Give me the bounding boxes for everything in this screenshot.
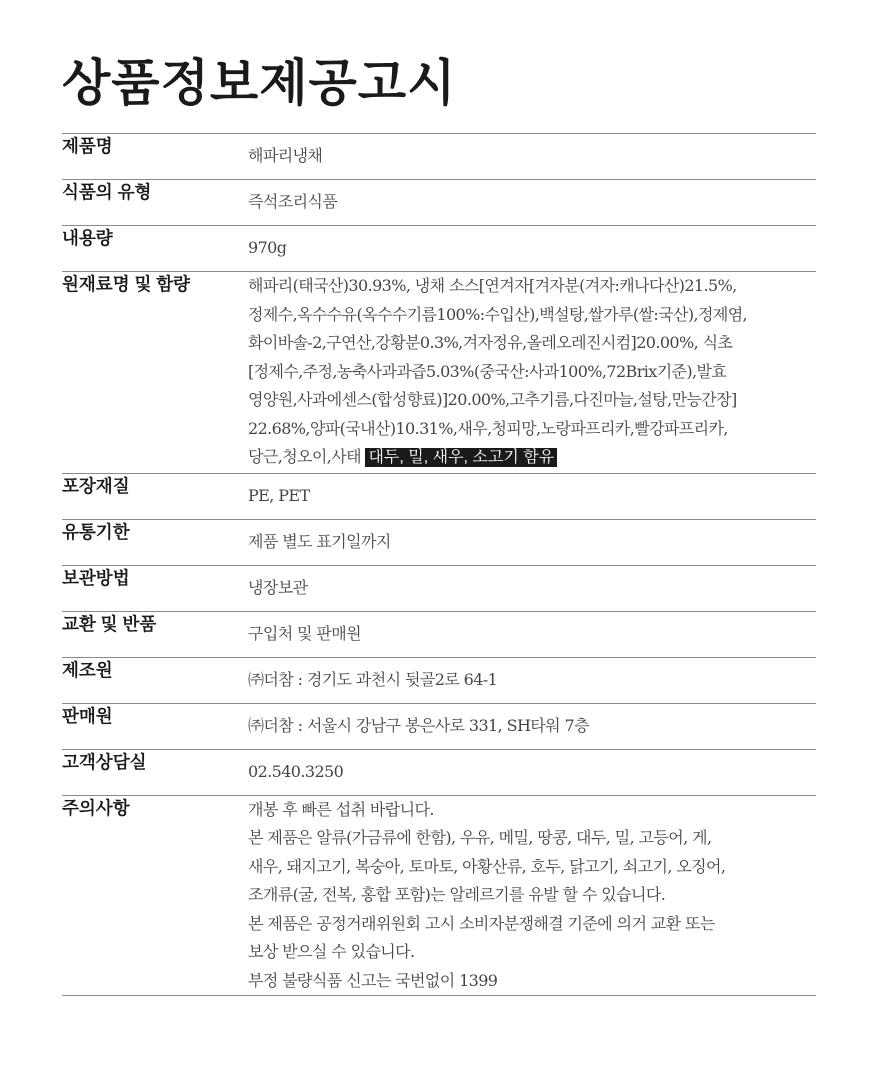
row-label: 고객상담실 (62, 751, 147, 772)
row-value: ㈜더참 : 경기도 과천시 뒷골2로 64-1 (248, 669, 498, 689)
table-row (62, 134, 816, 180)
allergen-highlight: 대두, 밀, 새우, 소고기 함유 (365, 448, 557, 467)
row-label: 교환 및 반품 (62, 613, 157, 634)
table-row (62, 565, 816, 611)
ingredients-line: 화이바솔-2,구연산,강황분0.3%,겨자정유,올레오레진시컴]20.00%, 식초 (248, 333, 733, 352)
row-label: 포장재질 (62, 475, 130, 496)
row-label: 제조원 (62, 659, 113, 680)
row-value: PE, PET (248, 485, 310, 505)
table-row (62, 473, 816, 519)
table-row (62, 749, 816, 795)
ingredients-line: 영양원,사과에센스(합성향료)]20.00%,고추기름,다진마늘,설탕,만능간장] (248, 390, 737, 409)
page-title: 상품정보제공고시 (62, 53, 457, 112)
table-row (62, 519, 816, 565)
row-value: 구입처 및 판매원 (248, 623, 361, 643)
ingredients-line: 해파리(태국산)30.93%, 냉채 소스[연겨자[겨자분(겨자:캐나다산)21.5%, (248, 276, 737, 295)
table-row (62, 657, 816, 703)
row-label: 보관방법 (62, 567, 130, 588)
caution-line: 조개류(굴, 전복, 홍합 포함)는 알레르기를 유발 할 수 있습니다. (248, 885, 666, 904)
caution-line: 부정 불량식품 신고는 국번없이 1399 (248, 970, 498, 990)
caution-line: 본 제품은 알류(가금류에 한함), 우유, 메밀, 땅콩, 대두, 밀, 고등어, 게, (248, 828, 712, 847)
product-info-table (62, 133, 816, 996)
row-value: 즉석조리식품 (248, 192, 338, 211)
row-label: 원재료명 및 함량 (62, 274, 191, 294)
row-value: ㈜더참 : 서울시 강남구 봉은사로 331, SH타워 7층 (248, 715, 589, 735)
table-row (62, 226, 816, 272)
table-row (62, 272, 816, 474)
ingredients-line: 22.68%,양파(국내산)10.31%,새우,청피망,노랑파프리카,빨강파프리카, (248, 418, 728, 438)
caution-line: 개봉 후 빠른 섭취 바랍니다. (248, 799, 434, 819)
row-value: 970g (248, 238, 287, 257)
ingredients-line: 당근,청오이,사태 (248, 447, 361, 466)
row-value: 02.540.3250 (248, 761, 344, 781)
caution-line: 본 제품은 공정거래위원회 고시 소비자분쟁해결 기준에 의거 교환 또는 (248, 913, 715, 933)
caution-line: 보상 받으실 수 있습니다. (248, 942, 415, 961)
row-label: 내용량 (62, 228, 113, 248)
ingredients-last-line (248, 443, 816, 473)
table-row (62, 703, 816, 749)
table-row (62, 611, 816, 657)
caution-value (248, 795, 816, 996)
row-value: 해파리냉채 (248, 146, 323, 165)
row-label: 유통기한 (62, 521, 130, 542)
row-value: 제품 별도 표기일까지 (248, 531, 391, 551)
row-value: 냉장보관 (248, 577, 308, 597)
table-row (62, 795, 816, 996)
table-row (62, 180, 816, 226)
row-label: 주의사항 (62, 797, 130, 818)
row-label: 판매원 (62, 705, 113, 726)
ingredients-line: [정제수,주정,농축사과과즙5.03%(중국산:사과100%,72Brix기준),발효 (248, 361, 727, 381)
caution-line: 새우, 돼지고기, 복숭아, 토마토, 아황산류, 호두, 닭고기, 쇠고기, 오징어, (248, 856, 726, 876)
ingredients-line: 정제수,옥수수유(옥수수기름100%:수입산),백설탕,쌀가루(쌀:국산),정제염, (248, 304, 748, 324)
row-label: 식품의 유형 (62, 182, 152, 202)
ingredients-value (248, 272, 816, 474)
row-label: 제품명 (62, 136, 113, 156)
